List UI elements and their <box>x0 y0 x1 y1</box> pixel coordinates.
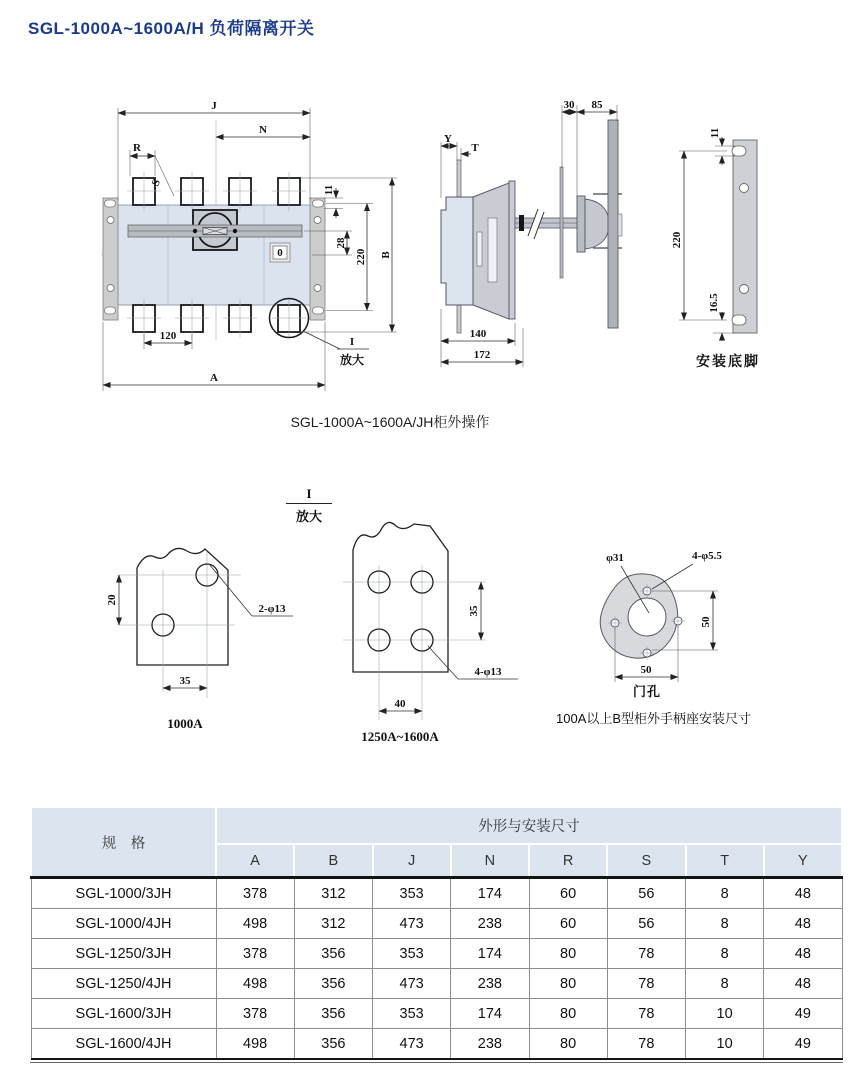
front-view-drawing <box>45 88 425 400</box>
value-cell: 238 <box>451 1029 529 1060</box>
mounting-foot-drawing <box>665 93 855 393</box>
col-header-R: R <box>529 844 607 878</box>
value-cell: 312 <box>294 909 372 939</box>
value-cell: 353 <box>373 939 451 969</box>
dim-label-A: A <box>210 372 218 384</box>
dim-label-T: T <box>471 142 479 154</box>
page-title: SGL-1000A~1600A/H 负荷隔离开关 <box>28 19 315 38</box>
plate-1000a-caption: 1000A <box>167 716 203 731</box>
model-cell: SGL-1250/3JH <box>31 939 216 969</box>
value-cell: 8 <box>686 939 764 969</box>
dim-label-140: 140 <box>469 328 487 340</box>
value-cell: 238 <box>451 909 529 939</box>
handle-seat-caption: 100A以上B型柜外手柄座安装尺寸 <box>556 711 752 726</box>
dim-label-N: N <box>259 124 267 136</box>
side-view-shapes <box>441 120 622 333</box>
value-cell: 8 <box>686 969 764 999</box>
hole-note-4-d13: 4-φ13 <box>474 666 502 678</box>
value-cell: 78 <box>607 999 685 1029</box>
value-cell: 10 <box>686 1029 764 1060</box>
mounting-foot-caption: 安装底脚 <box>696 353 760 369</box>
dim-label-40: 40 <box>394 698 406 710</box>
table-row <box>31 999 842 1029</box>
plate-1250-shapes <box>343 522 486 720</box>
model-cell: SGL-1000/3JH <box>31 878 216 909</box>
value-cell: 48 <box>764 939 842 969</box>
model-cell: SGL-1000/4JH <box>31 909 216 939</box>
front-view-caption: SGL-1000A~1600A/JH柜外操作 <box>290 414 490 430</box>
dim-label-4-phi5-5: 4-φ5.5 <box>692 550 722 562</box>
value-cell: 49 <box>764 999 842 1029</box>
value-cell: 48 <box>764 878 842 909</box>
mounting-foot-dimensions <box>671 128 735 341</box>
dim-label-50v: 50 <box>700 616 712 628</box>
group-header-cell: 外形与安装尺寸 <box>216 807 842 844</box>
col-header-A: A <box>216 844 294 878</box>
hole-note-2-d13: 2-φ13 <box>258 603 286 615</box>
dim-label-28: 28 <box>335 237 347 249</box>
col-header-J: J <box>373 844 451 878</box>
indicator-value: 0 <box>277 247 283 259</box>
dim-label-foot-11: 11 <box>709 127 721 139</box>
value-cell: 8 <box>686 909 764 939</box>
col-header-T: T <box>686 844 764 878</box>
left-mounting-bracket <box>103 198 118 320</box>
table-row <box>31 1029 842 1060</box>
dim-label-S: S <box>149 177 164 189</box>
side-view-drawing <box>425 88 665 408</box>
dim-label-20: 20 <box>106 594 118 606</box>
dim-label-B: B <box>380 251 392 259</box>
right-mounting-bracket <box>310 198 325 320</box>
dim-label-85: 85 <box>591 99 603 111</box>
dim-label-50h: 50 <box>640 664 652 676</box>
dimension-table-wrap <box>30 806 843 1063</box>
value-cell: 174 <box>451 878 529 909</box>
value-cell: 80 <box>529 1029 607 1060</box>
table-row <box>31 909 842 939</box>
value-cell: 356 <box>294 999 372 1029</box>
table-header-row-1 <box>31 807 842 844</box>
dimension-table <box>30 806 843 1060</box>
value-cell: 80 <box>529 999 607 1029</box>
col-header-N: N <box>451 844 529 878</box>
value-cell: 10 <box>686 999 764 1029</box>
value-cell: 78 <box>607 1029 685 1060</box>
value-cell: 498 <box>216 909 294 939</box>
detail-ref-block <box>286 486 332 525</box>
detail-ref-denominator: 放大 <box>295 509 322 524</box>
value-cell: 312 <box>294 878 372 909</box>
dim-label-35: 35 <box>179 675 191 687</box>
value-cell: 60 <box>529 878 607 909</box>
table-row <box>31 969 842 999</box>
outline-drawings-band <box>0 88 860 438</box>
value-cell: 49 <box>764 1029 842 1060</box>
value-cell: 48 <box>764 969 842 999</box>
mounting-foot-shapes <box>732 140 757 333</box>
dim-label-220: 220 <box>355 248 367 266</box>
plate-1000a-drawing <box>105 540 305 740</box>
value-cell: 48 <box>764 909 842 939</box>
dim-label-phi31: φ31 <box>606 552 624 564</box>
dim-label-foot-220: 220 <box>671 231 683 249</box>
value-cell: 238 <box>451 969 529 999</box>
plate-1250-1600-drawing <box>340 515 530 750</box>
dim-label-Y: Y <box>444 133 452 145</box>
handle-seat-shapes <box>600 574 685 660</box>
value-cell: 473 <box>373 1029 451 1060</box>
value-cell: 174 <box>451 939 529 969</box>
value-cell: 378 <box>216 878 294 909</box>
value-cell: 8 <box>686 878 764 909</box>
value-cell: 60 <box>529 909 607 939</box>
value-cell: 356 <box>294 939 372 969</box>
model-cell: SGL-1250/4JH <box>31 969 216 999</box>
value-cell: 356 <box>294 969 372 999</box>
spec-header-cell: 规 格 <box>31 807 216 878</box>
value-cell: 473 <box>373 969 451 999</box>
value-cell: 473 <box>373 909 451 939</box>
dim-label-11: 11 <box>323 184 335 196</box>
table-row <box>31 878 842 909</box>
plate-1250-caption: 1250A~1600A <box>361 729 439 744</box>
position-indicator <box>270 243 290 262</box>
value-cell: 356 <box>294 1029 372 1060</box>
value-cell: 174 <box>451 999 529 1029</box>
model-cell: SGL-1600/3JH <box>31 999 216 1029</box>
detail-ref-numerator: I <box>286 486 332 504</box>
value-cell: 56 <box>607 878 685 909</box>
value-cell: 78 <box>607 939 685 969</box>
dim-label-foot-16-5: 16.5 <box>708 293 720 313</box>
value-cell: 353 <box>373 999 451 1029</box>
dim-label-172: 172 <box>473 349 491 361</box>
value-cell: 80 <box>529 939 607 969</box>
dim-label-120: 120 <box>159 330 177 342</box>
handle-seat-drawing <box>565 545 785 705</box>
dim-label-30: 30 <box>563 99 575 111</box>
value-cell: 78 <box>607 969 685 999</box>
col-header-Y: Y <box>764 844 842 878</box>
value-cell: 80 <box>529 969 607 999</box>
col-header-S: S <box>607 844 685 878</box>
detail-ref-label: I <box>349 336 355 348</box>
table-row <box>31 939 842 969</box>
dim-label-35v: 35 <box>468 605 480 617</box>
detail-zoom-label: 放大 <box>339 353 365 367</box>
value-cell: 378 <box>216 939 294 969</box>
value-cell: 498 <box>216 1029 294 1060</box>
value-cell: 353 <box>373 878 451 909</box>
dim-label-R: R <box>133 142 141 154</box>
value-cell: 56 <box>607 909 685 939</box>
value-cell: 378 <box>216 999 294 1029</box>
dim-label-J: J <box>211 100 217 112</box>
value-cell: 498 <box>216 969 294 999</box>
door-hole-label: 门孔 <box>632 684 662 699</box>
col-header-B: B <box>294 844 372 878</box>
detail-drawings-band <box>0 480 860 780</box>
model-cell: SGL-1600/4JH <box>31 1029 216 1060</box>
